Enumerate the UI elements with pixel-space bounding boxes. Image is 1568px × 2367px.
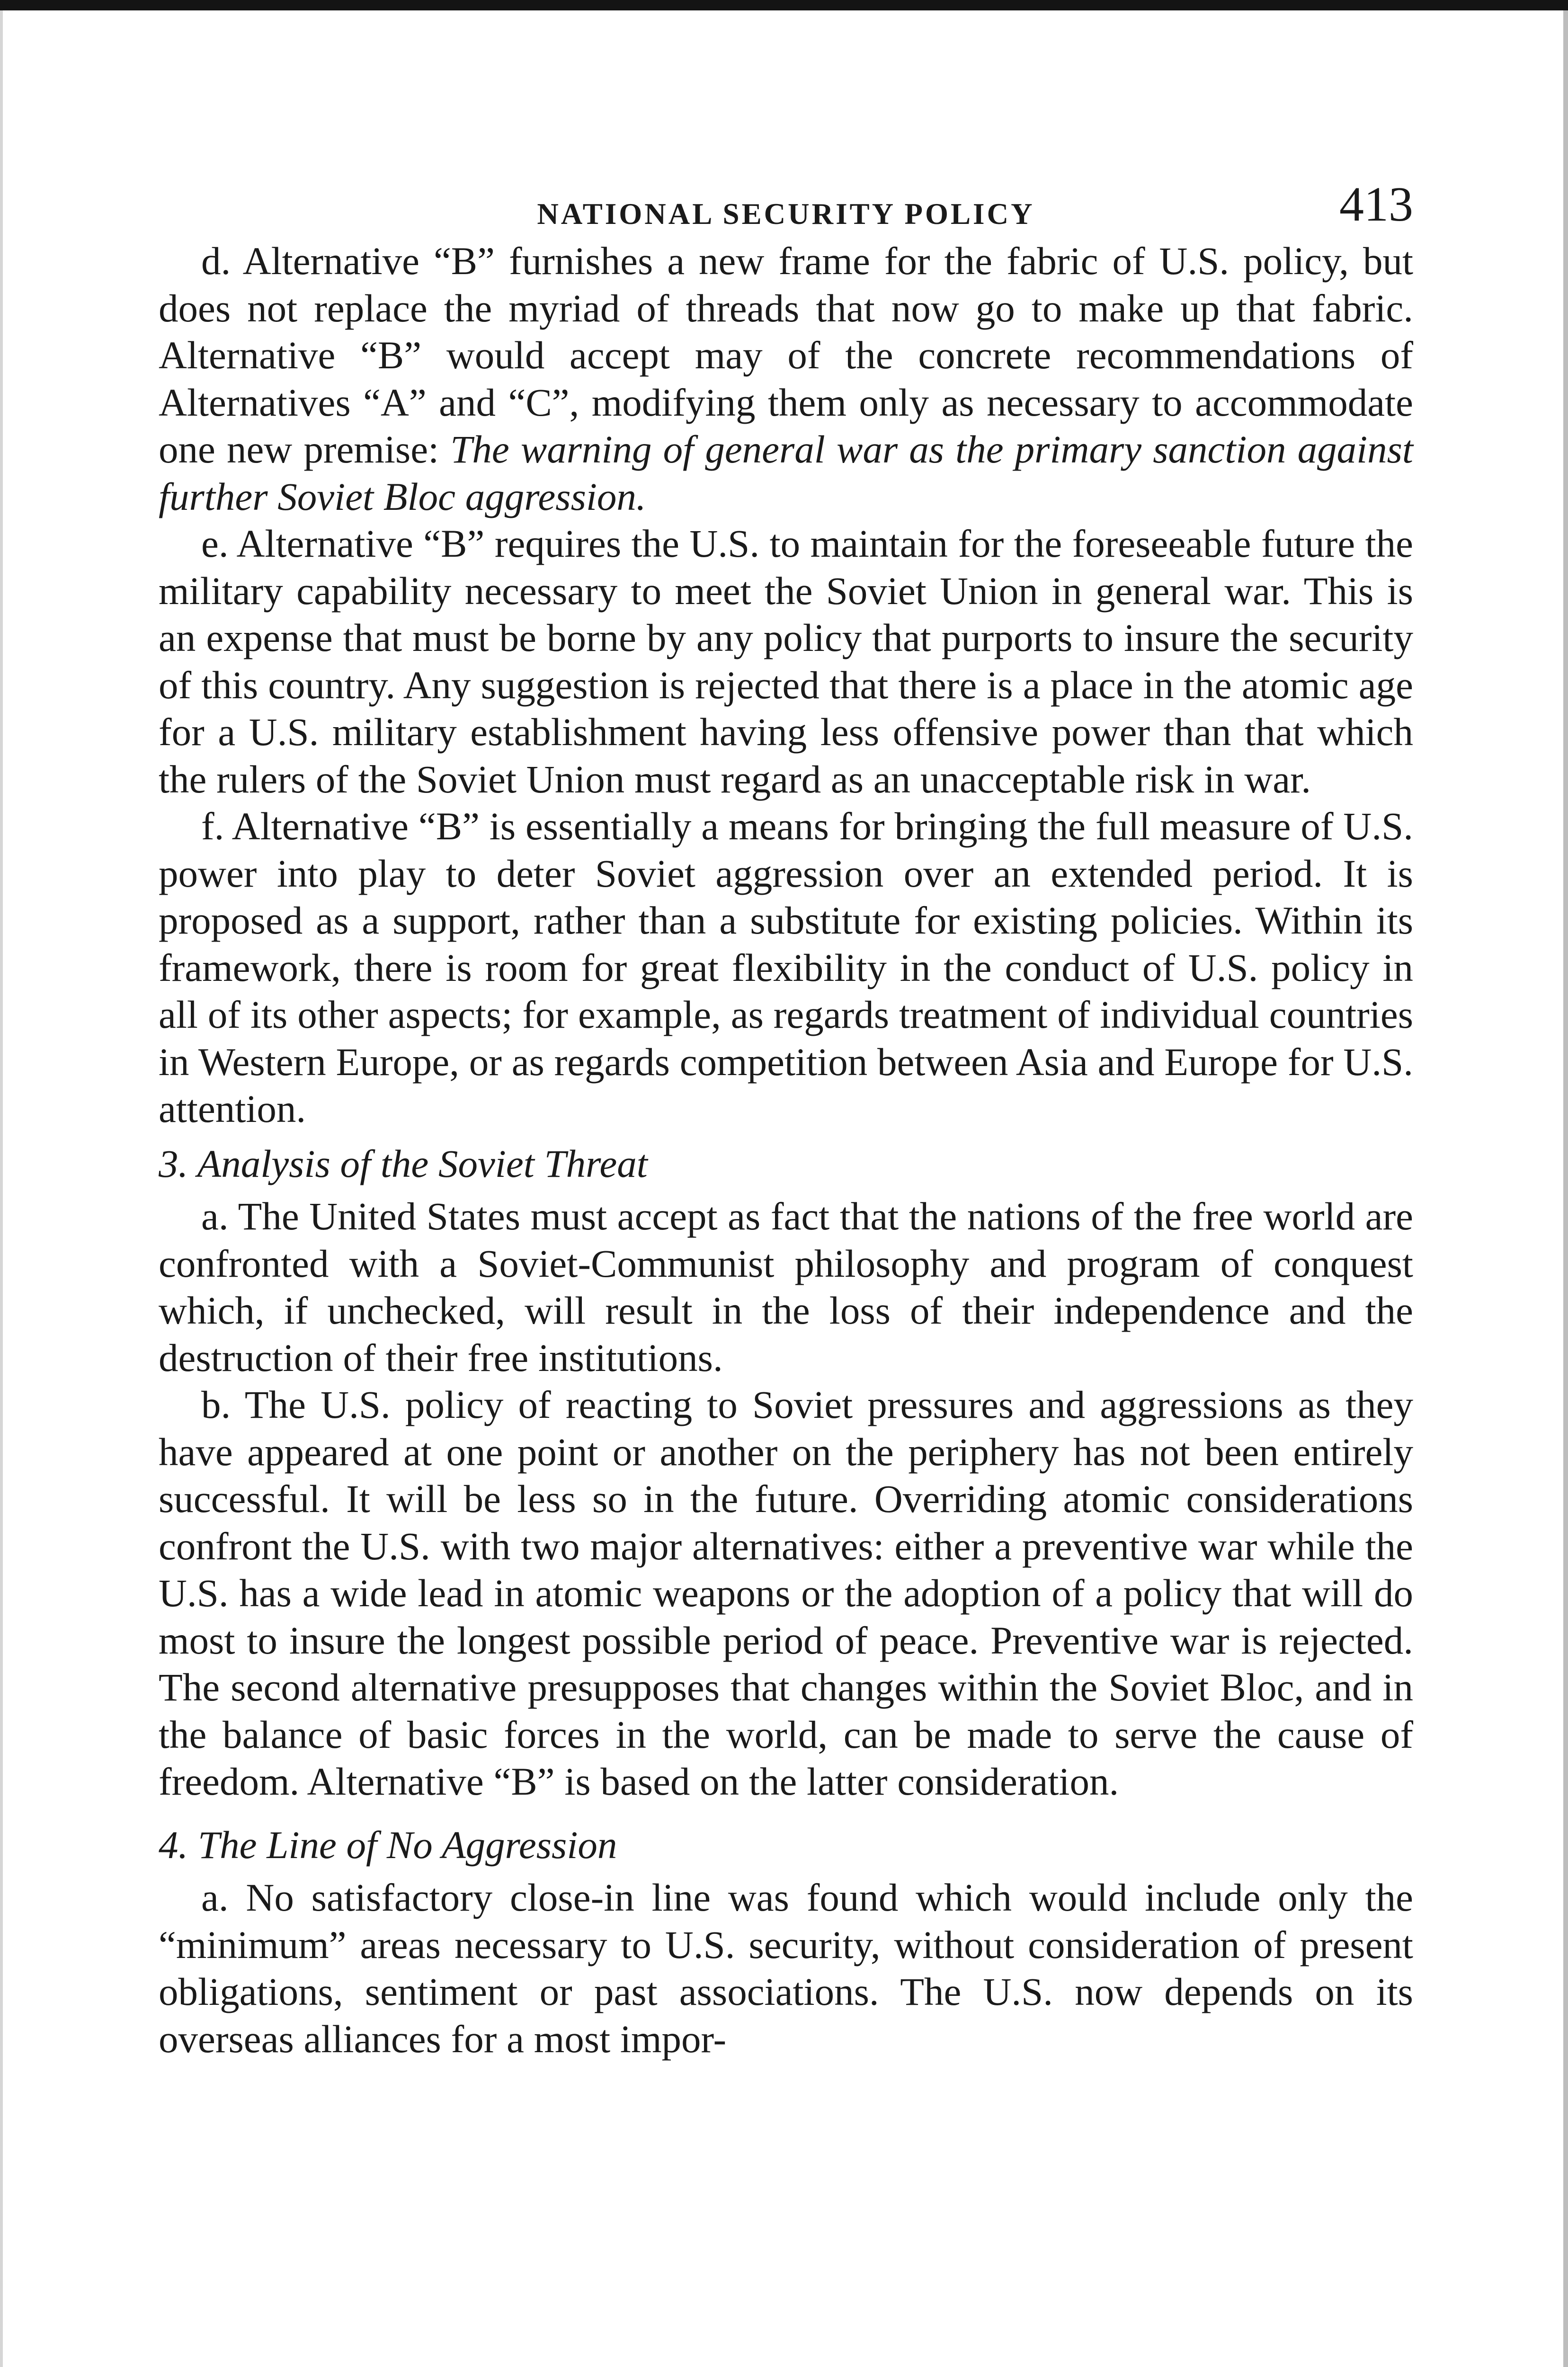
paragraph-d-emphasis: The warning of general war as the primary sanction against further Soviet Bloc aggression. bbox=[159, 427, 1413, 518]
page-number: 413 bbox=[1339, 177, 1413, 231]
paragraph-3a: a. The United States must accept as fact that the nations of the free world are confronted with a Soviet-Communist philosophy and program of conquest which, if unchecked, will result in the loss of their independence and the destruction of their free institutions. bbox=[159, 1194, 1413, 1379]
paragraph-3b: b. The U.S. policy of reacting to Soviet pressures and aggressions as they have appeared at one point or another on the periphery has not been entirely successful. It will be less so in the future. Overriding atomic considerations confront the U.S. with two major alternatives: either a preventive war while the U.S. has a wide lead in atomic weapons or the adoption of a policy that will do most to insure the longest possible period of peace. Preventive war is rejected. The second alternative presupposes that changes within the Soviet Bloc, and in the balance of basic forces in the world, can be made to serve the cause of freedom. Alternative “B” is based on the latter consideration. bbox=[159, 1383, 1413, 1803]
running-header bbox=[159, 177, 1413, 237]
document-page bbox=[159, 177, 1413, 2063]
section-heading-4: 4. The Line of No Aggression bbox=[159, 1823, 617, 1867]
running-title: NATIONAL SECURITY POLICY bbox=[537, 197, 1035, 231]
paragraph-d bbox=[159, 238, 1413, 520]
section-heading-3: 3. Analysis of the Soviet Threat bbox=[159, 1141, 648, 1185]
paragraph-f: f. Alternative “B” is essentially a means for bringing the full measure of U.S. power into play to deter Soviet aggression over an extended period. It is proposed as a support, rather than a substitute for existing policies. Within its framework, there is room for great flexibility in the conduct of U.S. policy in all of its other aspects; for example, as regards treatment of individual countries in Western Europe, or as regards competition between Asia and Europe for U.S. attention. bbox=[159, 804, 1413, 1130]
scan-left-edge bbox=[0, 10, 3, 2367]
scan-top-border bbox=[0, 0, 1568, 10]
scan-right-edge bbox=[1563, 10, 1568, 2367]
paragraph-e: e. Alternative “B” requires the U.S. to maintain for the foreseeable future the military capability necessary to meet the Soviet Union in general war. This is an expense that must be borne by any policy that purports to insure the security of this country. Any suggestion is rejected that there is a place in the atomic age for a U.S. military establishment having less offensive power than that which the rulers of the Soviet Union must regard as an unacceptable risk in war. bbox=[159, 522, 1413, 801]
paragraph-4a: a. No satisfactory close-in line was found which would include only the “minimum” areas necessary to U.S. security, without consideration of present obligations, sentiment or past associations. The U.S. now depends on its overseas alliances for a most impor- bbox=[159, 1876, 1413, 2061]
paragraph-d-text: d. Alternative “B” furnishes a new frame for the fabric of U.S. policy, but does not replace the myriad of threads that now go to make up that fabric. Alternative “B” would accept may of the concrete recommendations of Alternatives “A” and “C”, modifying them only as necessary to accommodate one new premise: bbox=[159, 239, 1413, 471]
